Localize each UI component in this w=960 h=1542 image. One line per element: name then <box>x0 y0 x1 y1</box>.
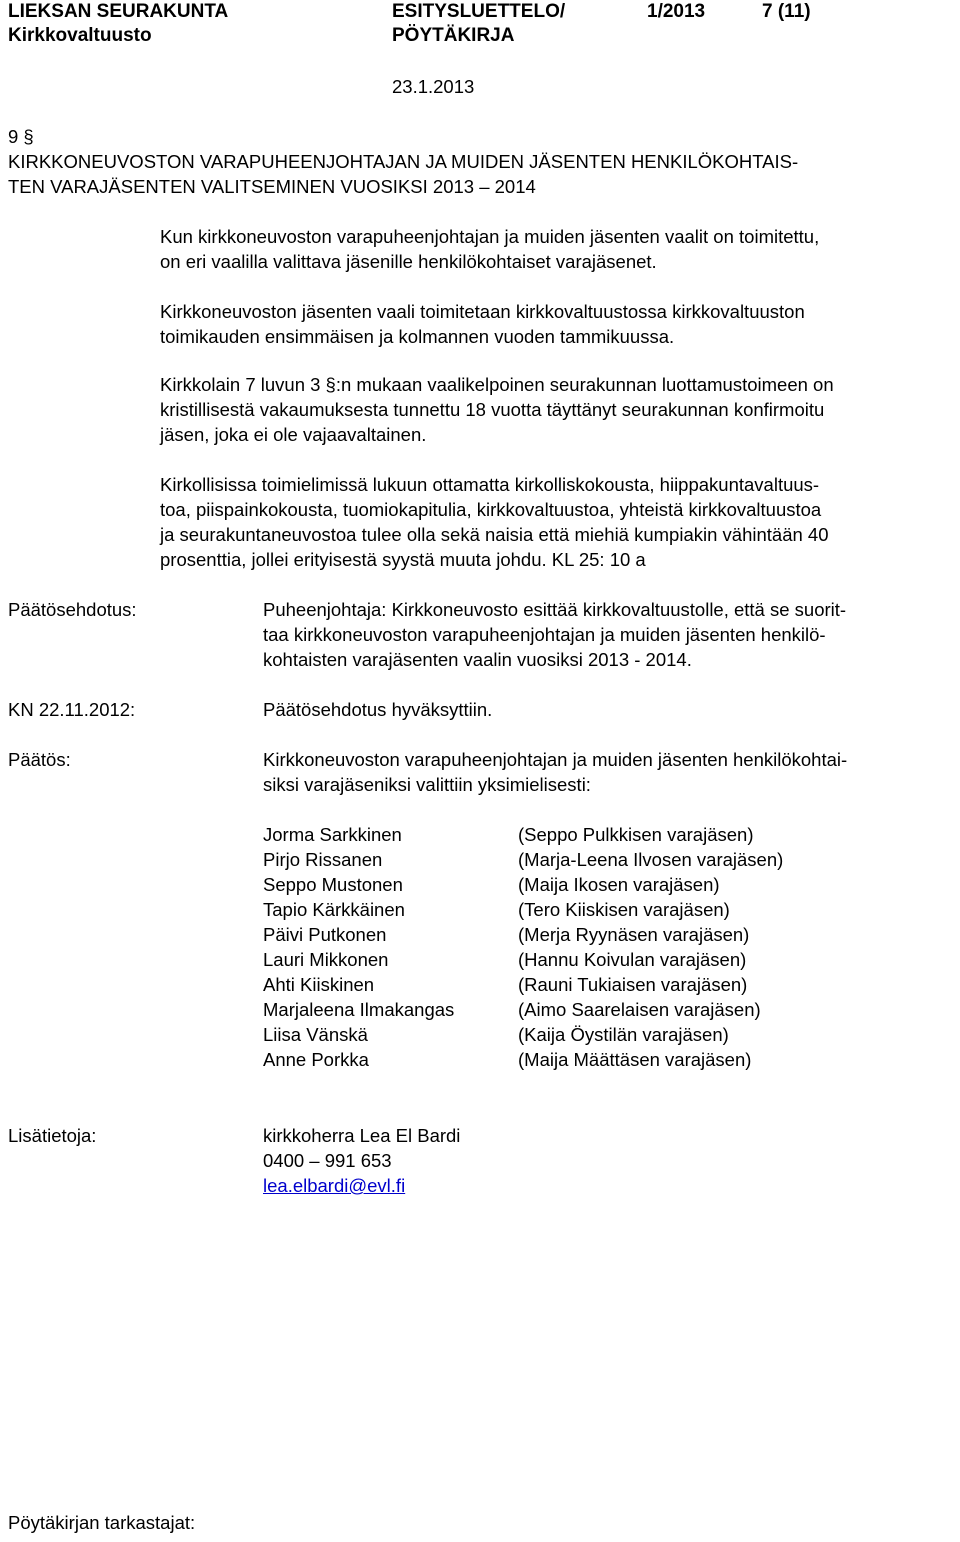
section-title <box>8 124 953 199</box>
paragraph-line: Kirkollisissa toimielimissä lukuun ottamatta kirkolliskokousta, hiippakuntavaltuus- <box>160 474 820 495</box>
decision-line: Kirkkoneuvoston varapuheenjohtajan ja muiden jäsenten henkilökohtai- <box>263 749 848 770</box>
proposal-label: Päätösehdotus: <box>8 599 137 620</box>
elected-name: Seppo Mustonen <box>263 874 403 895</box>
elected-substitute: (Merja Ryynäsen varajäsen) <box>518 924 750 945</box>
paragraph-line: Kun kirkkoneuvoston varapuheenjohtajan ja muiden jäsenten vaalit on toimitettu, <box>160 226 820 247</box>
proposal-line: kohtaisten varajäsenten vaalin vuosiksi 2013 - 2014. <box>263 649 692 670</box>
elected-substitutes-column <box>518 822 783 1072</box>
header-doc-type-1: ESITYSLUETTELO/ <box>392 1 566 22</box>
elected-substitute: (Marja-Leena Ilvosen varajäsen) <box>518 849 784 870</box>
header-page: 7 (11) <box>762 1 811 22</box>
elected-name: Jorma Sarkkinen <box>263 824 402 845</box>
elected-names-column <box>263 822 454 1072</box>
elected-substitute: (Maija Määttäsen varajäsen) <box>518 1049 752 1070</box>
elected-substitute: (Hannu Koivulan varajäsen) <box>518 949 747 970</box>
kn-line: Päätösehdotus hyväksyttiin. <box>263 699 493 720</box>
kn-text <box>263 697 958 722</box>
elected-name: Pirjo Rissanen <box>263 849 383 870</box>
decision-line: siksi varajäseniksi valittiin yksimielisesti: <box>263 774 591 795</box>
header-doc-type-2: PÖYTÄKIRJA <box>392 25 515 46</box>
elected-name: Liisa Vänskä <box>263 1024 368 1045</box>
section-title-line: TEN VARAJÄSENTEN VALITSEMINEN VUOSIKSI 2013 – 2014 <box>8 176 536 197</box>
decision-text <box>263 747 958 797</box>
elected-name: Anne Porkka <box>263 1049 369 1070</box>
paragraph-4 <box>160 472 955 572</box>
header-org: LIEKSAN SEURAKUNTA <box>8 1 229 22</box>
header-date: 23.1.2013 <box>392 76 475 97</box>
paragraph-line: prosenttia, jollei erityisestä syystä muuta johdu. KL 25: 10 a <box>160 549 646 570</box>
section-number: 9 § <box>8 126 34 147</box>
contact-email-link[interactable]: lea.elbardi@evl.fi <box>263 1175 406 1196</box>
paragraph-line: on eri vaalilla valittava jäsenille henkilökohtaiset varajäsenet. <box>160 251 657 272</box>
header-body: Kirkkovaltuusto <box>8 25 152 46</box>
proposal-line: Puheenjohtaja: Kirkkoneuvosto esittää kirkkovaltuustolle, että se suorit- <box>263 599 847 620</box>
elected-substitute: (Seppo Pulkkisen varajäsen) <box>518 824 754 845</box>
contact-name: kirkkoherra Lea El Bardi <box>263 1125 461 1146</box>
contact-label: Lisätietoja: <box>8 1125 97 1146</box>
paragraph-line: ja seurakuntaneuvostoa tulee olla sekä naisia että miehiä kumpiakin vähintään 40 <box>160 524 829 545</box>
proposal-line: taa kirkkoneuvoston varapuheenjohtajan ja muiden jäsenten henkilö- <box>263 624 826 645</box>
paragraph-2 <box>160 299 955 349</box>
elected-name: Ahti Kiiskinen <box>263 974 375 995</box>
header-number: 1/2013 <box>647 1 706 22</box>
elected-substitute: (Tero Kiiskisen varajäsen) <box>518 899 730 920</box>
paragraph-line: kristillisestä vakaumuksesta tunnettu 18 vuotta täyttänyt seurakunnan konfirmoitu <box>160 399 825 420</box>
elected-substitute: (Maija Ikosen varajäsen) <box>518 874 720 895</box>
elected-substitute: (Rauni Tukiaisen varajäsen) <box>518 974 748 995</box>
paragraph-1 <box>160 224 955 274</box>
decision-label: Päätös: <box>8 749 71 770</box>
paragraph-line: toa, piispainkokousta, tuomiokapitulia, kirkkovaltuustoa, yhteistä kirkkovaltuustoa <box>160 499 822 520</box>
elected-substitute: (Aimo Saarelaisen varajäsen) <box>518 999 761 1020</box>
footer-reviewers-label: Pöytäkirjan tarkastajat: <box>8 1512 196 1533</box>
contact-block <box>263 1123 958 1198</box>
paragraph-line: Kirkkolain 7 luvun 3 §:n mukaan vaalikelpoinen seurakunnan luottamustoimeen on <box>160 374 834 395</box>
paragraph-3 <box>160 372 955 447</box>
contact-phone: 0400 – 991 653 <box>263 1150 392 1171</box>
proposal-text <box>263 597 958 672</box>
paragraph-line: Kirkkoneuvoston jäsenten vaali toimitetaan kirkkovaltuustossa kirkkovaltuuston <box>160 301 805 322</box>
section-title-line: KIRKKONEUVOSTON VARAPUHEENJOHTAJAN JA MUIDEN JÄSENTEN HENKILÖKOHTAIS- <box>8 151 799 172</box>
paragraph-line: jäsen, joka ei ole vajaavaltainen. <box>160 424 427 445</box>
elected-name: Tapio Kärkkäinen <box>263 899 405 920</box>
paragraph-line: toimikauden ensimmäisen ja kolmannen vuoden tammikuussa. <box>160 326 675 347</box>
elected-substitute: (Kaija Öystilän varajäsen) <box>518 1024 729 1045</box>
kn-label: KN 22.11.2012: <box>8 699 136 720</box>
elected-name: Päivi Putkonen <box>263 924 387 945</box>
elected-name: Marjaleena Ilmakangas <box>263 999 455 1020</box>
elected-name: Lauri Mikkonen <box>263 949 389 970</box>
